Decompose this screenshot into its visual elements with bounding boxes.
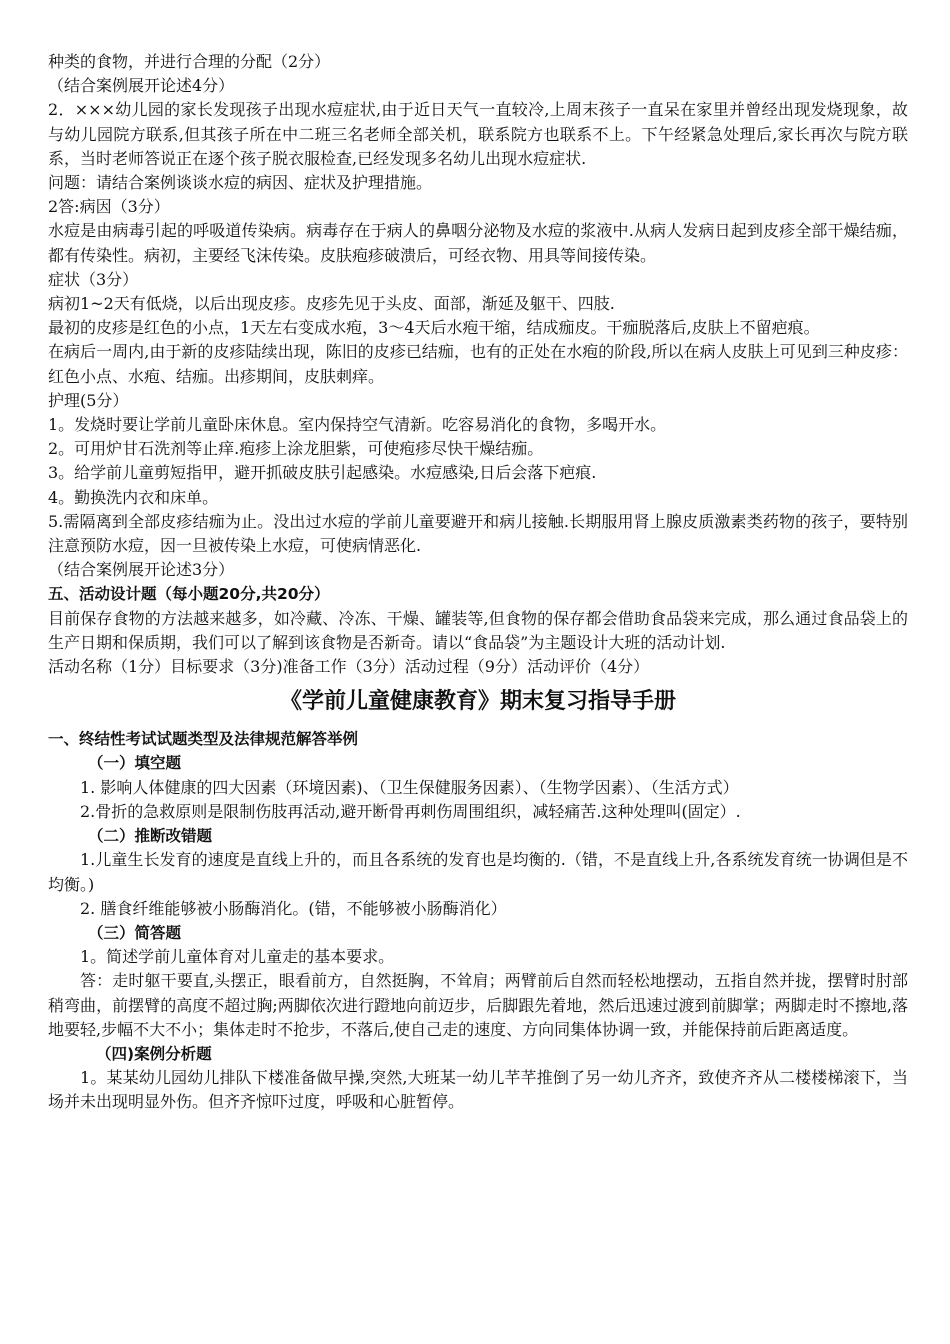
fill-blank-item: 1. 影响人体健康的四大因素（环境因素)、（卫生保健服务因素）、（生物学因素）、（生活方式） bbox=[80, 777, 739, 797]
judge-item: 2. 膳食纤维能够被小肠酶消化。(错，不能够被小肠酶消化） bbox=[80, 898, 507, 918]
symptom-paragraph: 病初1~2天有低烧，以后出现皮疹。皮疹先见于头皮、面部，渐延及躯干、四肢. bbox=[48, 294, 615, 314]
symptom-paragraph: 最初的皮疹是红色的小点，1天左右变成水疱，3～4天后水疱干缩，结成痂皮。干痂脱落后,皮肤上不留疤痕。 bbox=[48, 318, 820, 338]
document-page bbox=[48, 50, 908, 1115]
fill-blank-item: 2.骨折的急救原则是限制伤肢再活动,避开断骨再刺伤周围组织，减轻痛苦.这种处理叫(固定）. bbox=[80, 801, 741, 821]
score-note: （结合案例展开论述3分） bbox=[48, 560, 235, 580]
section-5-heading: 五、活动设计题（每小题20分,共20分） bbox=[48, 585, 330, 604]
judge-heading: （二）推断改错题 bbox=[88, 827, 213, 846]
fill-blank-heading: （一）填空题 bbox=[88, 754, 182, 773]
short-answer-heading: （三）简答题 bbox=[88, 923, 182, 942]
care-item: 1。发烧时要让学前儿童卧床休息。室内保持空气清新。吃容易消化的食物，多喝开水。 bbox=[48, 415, 667, 435]
section-5-scoring: 活动名称（1分）目标要求（3分)准备工作（3分）活动过程（9分）活动评价（4分） bbox=[48, 657, 650, 677]
symptom-paragraph: 在病后一周内,由于新的皮疹陆续出现，陈旧的皮疹已结痂，也有的正处在水疱的阶段,所以在病人皮肤上可见到三种皮疹：红色小点、水疱、结痂。出疹期间，皮肤刺痒。 bbox=[48, 342, 908, 386]
short-answer-answer: 答：走时躯干要直,头摆正，眼看前方，自然挺胸，不耸肩；两臂前后自然而轻松地摆动，五指自然并拢，摆臂时肘部稍弯曲，前摆臂的高度不超过胸;两脚依次进行蹬地向前迈步，后脚跟先着地，然后迅速过渡到前脚掌；两脚走时不擦地,落地要轻,步幅不大不小；集体走时不抢步，不落后,使自己走的速度、方向同集体协调一致，并能保持前后距离适度。 bbox=[48, 971, 908, 1039]
judge-item: 1.儿童生长发育的速度是直线上升的，而且各系统的发育也是均衡的.（错，不是直线上升,各系统发育统一协调但是不均衡。) bbox=[48, 850, 908, 894]
answer-cause-heading: 2答:病因（3分） bbox=[48, 197, 170, 217]
care-item: 2。可用炉甘石洗剂等止痒.疱疹上涂龙胆紫，可使疱疹尽快干燥结痂。 bbox=[48, 439, 544, 459]
care-item: 5.需隔离到全部皮疹结痂为止。没出过水痘的学前儿童要避开和病儿接触.长期服用肾上腺皮质激素类药物的孩子，要特别注意预防水痘，因一旦被传染上水痘，可使病情恶化. bbox=[48, 511, 908, 556]
question-prompt: 问题：请结合案例谈谈水痘的病因、症状及护理措施。 bbox=[48, 173, 433, 193]
cause-paragraph: 水痘是由病毒引起的呼吸道传染病。病毒存在于病人的鼻咽分泌物及水痘的浆液中.从病人发病日起到皮疹全部干燥结痂，都有传染性。病初，主要经飞沫传染。皮肤疱疹破溃后，可经衣物、用具等间接传染。 bbox=[48, 221, 908, 265]
care-item: 3。给学前儿童剪短指甲，避开抓破皮肤引起感染。水痘感染,日后会落下疤痕. bbox=[48, 463, 597, 483]
care-item: 4。勤换洗内衣和床单。 bbox=[48, 487, 219, 507]
symptom-heading: 症状（3分） bbox=[48, 269, 139, 289]
care-heading: 护理(5分） bbox=[48, 390, 129, 410]
part-1-heading: 一、终结性考试试题类型及法律规范解答举例 bbox=[48, 730, 359, 749]
case-analysis-heading: （四)案例分析题 bbox=[96, 1044, 212, 1063]
text-line: 种类的食物，并进行合理的分配（2分） bbox=[48, 52, 331, 71]
score-note: （结合案例展开论述4分） bbox=[48, 76, 235, 96]
case-analysis-item: 1。某某幼儿园幼儿排队下楼准备做早操,突然,大班某一幼儿芊芊推倒了另一幼儿齐齐，致使齐齐从二楼楼梯滚下，当场并未出现明显外伤。但齐齐惊吓过度，呼吸和心脏暂停。 bbox=[48, 1068, 908, 1112]
short-answer-question: 1。简述学前儿童体育对儿童走的基本要求。 bbox=[80, 947, 395, 967]
section-5-body: 目前保存食物的方法越来越多，如冷藏、冷冻、干燥、罐装等,但食物的保存都会借助食品袋来完成，那么通过食品袋上的生产日期和保质期，我们可以了解到该食物是否新奇。请以“食品袋”为主题设计大班的活动计划. bbox=[48, 608, 908, 652]
case-question-2: 2．×××幼儿园的家长发现孩子出现水痘症状,由于近日天气一直较冷,上周末孩子一直呆在家里并曾经出现发烧现象，故与幼儿园院方联系,但其孩子所在中二班三名老师全部关机，联系院方也联系不上。下午经紧急处理后,家长再次与院方联系，当时老师答说正在逐个孩子脱衣服检查,已经发现多名幼儿出现水痘症状. bbox=[48, 100, 908, 168]
manual-title: 《学前儿童健康教育》期末复习指导手册 bbox=[279, 689, 676, 715]
